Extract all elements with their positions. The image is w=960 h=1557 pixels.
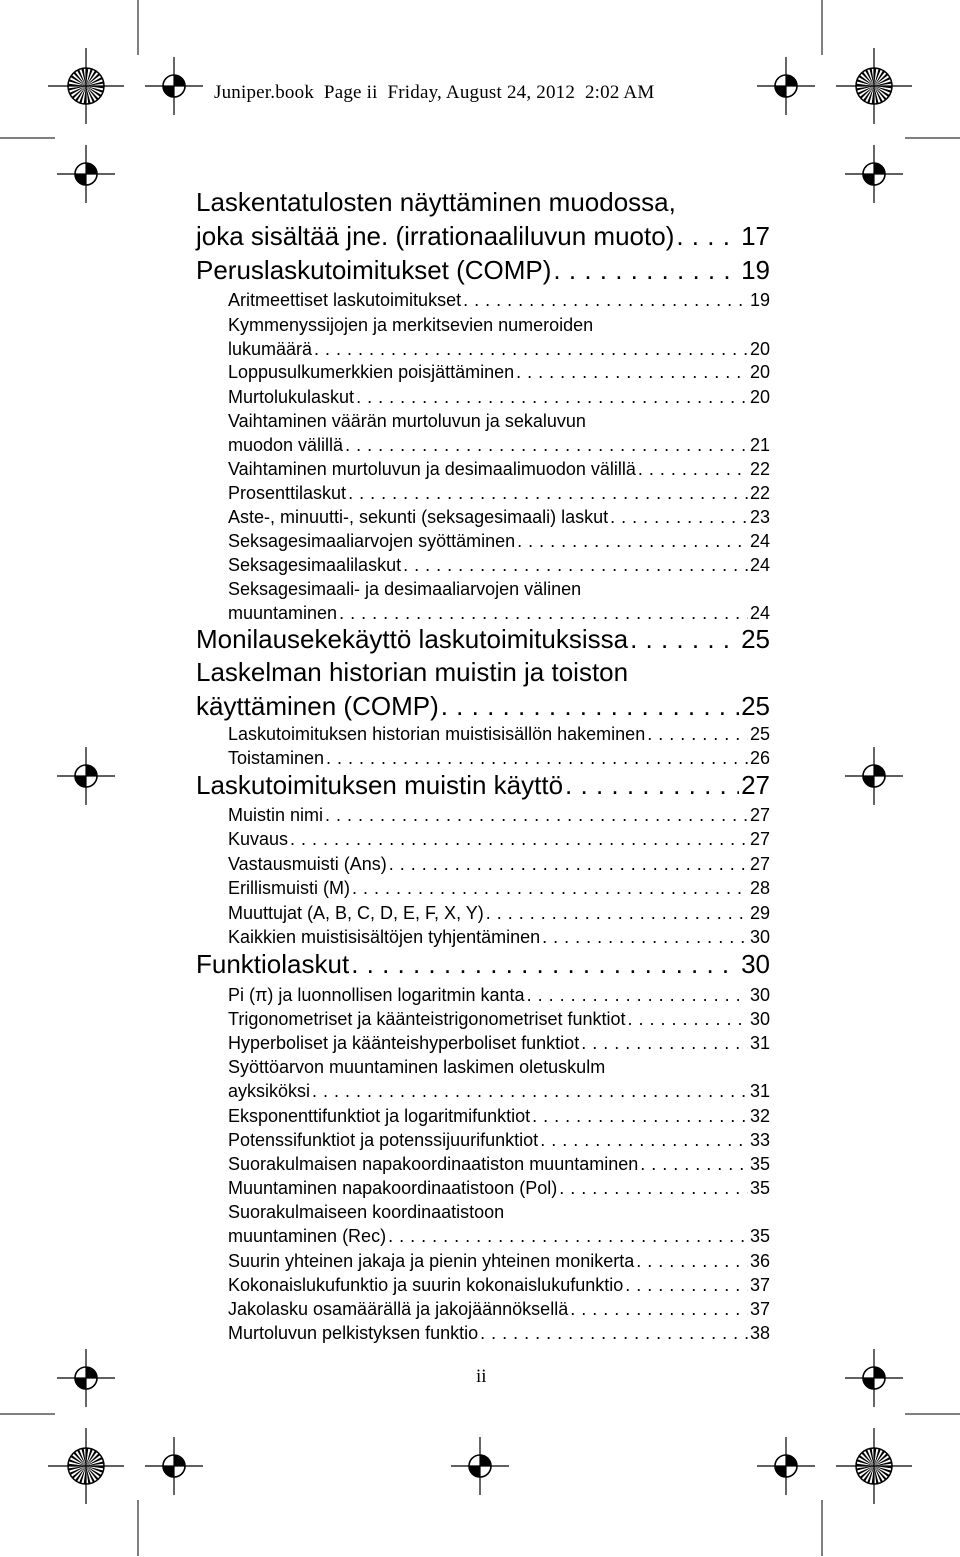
registration-starburst-icon <box>836 48 912 124</box>
toc-entry[interactable] <box>228 577 770 625</box>
dot-leader <box>345 433 748 457</box>
dot-leader <box>356 385 748 409</box>
toc-page-number: 23 <box>749 507 770 527</box>
toc-entry[interactable] <box>228 925 770 949</box>
toc-page-number: 25 <box>749 724 770 744</box>
dot-leader <box>532 1104 748 1128</box>
dot-leader <box>403 553 748 577</box>
dot-leader <box>625 1273 748 1297</box>
dot-leader <box>542 925 748 949</box>
toc-entry-title: muuntaminen <box>228 603 338 623</box>
toc-entry-title: Kuvaus <box>228 829 289 849</box>
toc-page-number: 31 <box>749 1081 770 1101</box>
toc-page-number: 28 <box>749 878 770 898</box>
toc-page-number: 37 <box>749 1275 770 1295</box>
toc-page-number: 19 <box>749 290 770 310</box>
toc-page-number: 21 <box>749 435 770 455</box>
toc-page-number: 24 <box>749 531 770 551</box>
toc-entry[interactable] <box>228 1031 770 1055</box>
toc-page-number: 27 <box>749 854 770 874</box>
toc-entry-title: Trigonometriset ja käänteistrigonometriset funktiot <box>228 1009 626 1029</box>
dot-leader <box>565 768 739 802</box>
toc-entry-title: Potenssifunktiot ja potenssijuurifunktiot <box>228 1130 539 1150</box>
toc-entry-title: Monilausekekäyttö laskutoimituksissa <box>196 624 629 654</box>
toc-entry-title: muodon välillä <box>228 435 344 455</box>
toc-entry[interactable] <box>228 457 770 481</box>
toc-entry[interactable] <box>228 1007 770 1031</box>
dot-leader <box>480 1321 748 1345</box>
dot-leader <box>570 1297 748 1321</box>
toc-entry[interactable] <box>196 947 770 981</box>
toc-entry[interactable] <box>196 622 770 656</box>
dot-leader <box>553 253 739 287</box>
toc-entry[interactable] <box>228 827 770 851</box>
registration-starburst-icon <box>836 1428 912 1504</box>
registration-target-icon <box>757 1437 815 1495</box>
dot-leader <box>630 622 739 656</box>
toc-page-number: 27 <box>741 770 770 800</box>
toc-entry[interactable] <box>228 1055 770 1103</box>
toc-entry-title: Erillismuisti (M) <box>228 878 350 898</box>
dot-leader <box>326 746 748 770</box>
toc-entry[interactable] <box>228 288 770 312</box>
toc-page-number: 30 <box>749 985 770 1005</box>
dot-leader <box>559 1176 748 1200</box>
dot-leader <box>325 803 748 827</box>
toc-entry-title: Eksponenttifunktiot ja logaritmifunktiot <box>228 1106 531 1126</box>
toc-entry-title: Laskutoimituksen muistin käyttö <box>196 770 564 800</box>
toc-page-number: 27 <box>749 805 770 825</box>
toc-entry[interactable] <box>228 1128 770 1152</box>
registration-target-icon <box>845 145 903 203</box>
toc-entry[interactable] <box>228 746 770 770</box>
toc-entry-title: Murtolukulaskut <box>228 387 355 407</box>
dot-leader <box>581 1031 748 1055</box>
dot-leader <box>638 457 748 481</box>
toc-page-number: 24 <box>749 603 770 623</box>
dot-leader <box>610 505 748 529</box>
crop-mark <box>137 1499 139 1557</box>
dot-leader <box>388 1224 748 1248</box>
dot-leader <box>351 947 739 981</box>
toc-entry[interactable] <box>228 481 770 505</box>
registration-target-icon <box>57 145 115 203</box>
toc-entry[interactable] <box>228 983 770 1007</box>
dot-leader <box>486 901 748 925</box>
toc-entry[interactable] <box>228 1152 770 1176</box>
dot-leader <box>517 529 748 553</box>
toc-entry-title: Suurin yhteinen jakaja ja pienin yhteinen monikerta <box>228 1251 635 1271</box>
registration-starburst-icon <box>48 1428 124 1504</box>
toc-entry-title: Laskelman historian muistin ja toiston <box>196 657 629 687</box>
toc-page-number: 32 <box>749 1106 770 1126</box>
dot-leader <box>628 1007 748 1031</box>
dot-leader <box>540 1128 748 1152</box>
toc-entry-title: Kokonaislukufunktio ja suurin kokonaislukufunktio <box>228 1275 624 1295</box>
toc-page-number: 22 <box>749 459 770 479</box>
toc-page-number: 27 <box>749 829 770 849</box>
toc-entry[interactable] <box>228 505 770 529</box>
dot-leader <box>312 1079 748 1103</box>
dot-leader <box>676 219 739 253</box>
toc-page-number: 29 <box>749 903 770 923</box>
toc-entry[interactable] <box>228 1200 770 1248</box>
toc-entry[interactable] <box>228 1249 770 1273</box>
toc-entry-title: Pi (π) ja luonnollisen logaritmin kanta <box>228 985 525 1005</box>
toc-entry-title: Jakolasku osamäärällä ja jakojäännöksellä <box>228 1299 569 1319</box>
toc-entry-title: Seksagesimaaliarvojen syöttäminen <box>228 531 516 551</box>
toc-entry-title: Vaihtaminen väärän murtoluvun ja sekaluvun <box>228 411 586 431</box>
toc-page-number: 19 <box>741 255 770 285</box>
toc-entry-title: Seksagesimaalilaskut <box>228 555 402 575</box>
toc-entry-title: Funktiolaskut <box>196 949 350 979</box>
toc-page-number: 20 <box>749 362 770 382</box>
toc-entry[interactable] <box>196 768 770 802</box>
toc-page-number: 33 <box>749 1130 770 1150</box>
dot-leader <box>463 288 748 312</box>
toc-entry[interactable] <box>228 1297 770 1321</box>
dot-leader <box>314 337 748 361</box>
toc-entry[interactable] <box>196 253 770 287</box>
toc-page-number: 36 <box>749 1251 770 1271</box>
crop-mark <box>904 137 960 139</box>
page-number: ii <box>476 1366 487 1387</box>
dot-leader <box>640 1152 748 1176</box>
toc-page-number: 30 <box>749 1009 770 1029</box>
toc-entry-title: Kaikkien muistisisältöjen tyhjentäminen <box>228 927 541 947</box>
toc-page-number: 17 <box>741 221 770 251</box>
toc-entry-title: Suorakulmaiseen koordinaatistoon <box>228 1202 505 1222</box>
toc-page-number: 25 <box>741 624 770 654</box>
toc-page-number: 25 <box>741 691 770 721</box>
registration-target-icon <box>145 57 203 115</box>
toc-entry-title: käyttäminen (COMP) <box>196 691 439 721</box>
dot-leader <box>352 876 748 900</box>
registration-starburst-icon <box>48 48 124 124</box>
toc-page-number: 38 <box>749 1323 770 1343</box>
toc-entry[interactable] <box>228 1321 770 1345</box>
dot-leader <box>647 722 748 746</box>
toc-entry[interactable] <box>228 1104 770 1128</box>
toc-entry[interactable] <box>228 1176 770 1200</box>
crop-mark <box>821 0 823 56</box>
dot-leader <box>636 1249 748 1273</box>
toc-entry-title: Murtoluvun pelkistyksen funktio <box>228 1323 479 1343</box>
dot-leader <box>348 481 748 505</box>
toc-entry-title: Syöttöarvon muuntaminen laskimen oletuskulm <box>228 1057 606 1077</box>
dot-leader <box>290 827 748 851</box>
toc-entry-title: Muistin nimi <box>228 805 324 825</box>
toc-entry[interactable] <box>228 409 770 457</box>
toc-entry-title: Peruslaskutoimitukset (COMP) <box>196 255 552 285</box>
toc-page-number: 37 <box>749 1299 770 1319</box>
registration-target-icon <box>845 1349 903 1407</box>
toc-entry[interactable] <box>228 529 770 553</box>
toc-entry[interactable] <box>228 1273 770 1297</box>
toc-entry-title: Muuntaminen napakoordinaatistoon (Pol) <box>228 1178 558 1198</box>
toc-entry-title: joka sisältää jne. (irrationaaliluvun muoto) <box>196 221 675 251</box>
toc-page-number: 31 <box>749 1033 770 1053</box>
registration-target-icon <box>845 747 903 805</box>
toc-entry[interactable] <box>228 722 770 746</box>
crop-mark <box>821 1499 823 1557</box>
toc-entry[interactable] <box>196 655 770 723</box>
crop-mark <box>137 0 139 56</box>
registration-target-icon <box>145 1437 203 1495</box>
toc-entry-title: Laskentatulosten näyttäminen muodossa, <box>196 187 676 217</box>
toc-page-number: 22 <box>749 483 770 503</box>
toc-entry-title: Hyperboliset ja käänteishyperboliset funktiot <box>228 1033 580 1053</box>
toc-entry[interactable] <box>228 553 770 577</box>
page-header: Juniper.book Page ii Friday, August 24, 2012 2:02 AM <box>214 82 655 103</box>
toc-entry-title: Seksagesimaali- ja desimaaliarvojen välinen <box>228 579 582 599</box>
toc-entry-title: Toistaminen <box>228 748 325 768</box>
toc-entry[interactable] <box>228 385 770 409</box>
toc-entry-title: Vaihtaminen murtoluvun ja desimaalimuodon välillä <box>228 459 636 479</box>
crop-mark <box>0 1413 56 1415</box>
toc-page-number: 26 <box>749 748 770 768</box>
dot-leader <box>516 360 748 384</box>
toc-entry-title: Vastausmuisti (Ans) <box>228 854 387 874</box>
toc-entry[interactable] <box>196 185 770 253</box>
dot-leader <box>441 689 739 723</box>
registration-target-icon <box>757 57 815 115</box>
toc-page-number: 30 <box>749 927 770 947</box>
toc-entry-title: lukumäärä <box>228 339 313 359</box>
toc-entry[interactable] <box>228 313 770 361</box>
toc-page-number: 24 <box>749 555 770 575</box>
crop-mark <box>904 1413 960 1415</box>
toc-entry-title: Aste-, minuutti-, sekunti (seksagesimaali) laskut <box>228 507 609 527</box>
toc-page-number: 35 <box>749 1226 770 1246</box>
toc-page-number: 30 <box>741 949 770 979</box>
toc-entry-title: Muuttujat (A, B, C, D, E, F, X, Y) <box>228 903 484 923</box>
registration-target-icon <box>451 1437 509 1495</box>
toc-entry[interactable] <box>228 803 770 827</box>
toc-entry-title: Kymmenyssijojen ja merkitsevien numeroiden <box>228 315 594 335</box>
dot-leader <box>527 983 748 1007</box>
registration-target-icon <box>57 747 115 805</box>
toc-entry-title: Suorakulmaisen napakoordinaatiston muuntaminen <box>228 1154 639 1174</box>
toc-entry-title: Loppusulkumerkkien poisjättäminen <box>228 362 515 382</box>
toc-page-number: 35 <box>749 1178 770 1198</box>
toc-page-number: 20 <box>749 339 770 359</box>
crop-mark <box>0 137 56 139</box>
toc-entry-title: Laskutoimituksen historian muistisisällön hakeminen <box>228 724 646 744</box>
toc-page-number: 20 <box>749 387 770 407</box>
toc-page-number: 35 <box>749 1154 770 1174</box>
toc-entry-title: muuntaminen (Rec) <box>228 1226 387 1246</box>
toc-entry-title: Aritmeettiset laskutoimitukset <box>228 290 462 310</box>
registration-target-icon <box>57 1349 115 1407</box>
toc-entry[interactable] <box>228 360 770 384</box>
toc-entry-title: ayksiköksi <box>228 1081 311 1101</box>
toc-entry[interactable] <box>228 901 770 925</box>
toc-entry-title: Prosenttilaskut <box>228 483 347 503</box>
toc-entry[interactable] <box>228 852 770 876</box>
toc-entry[interactable] <box>228 876 770 900</box>
dot-leader <box>389 852 748 876</box>
